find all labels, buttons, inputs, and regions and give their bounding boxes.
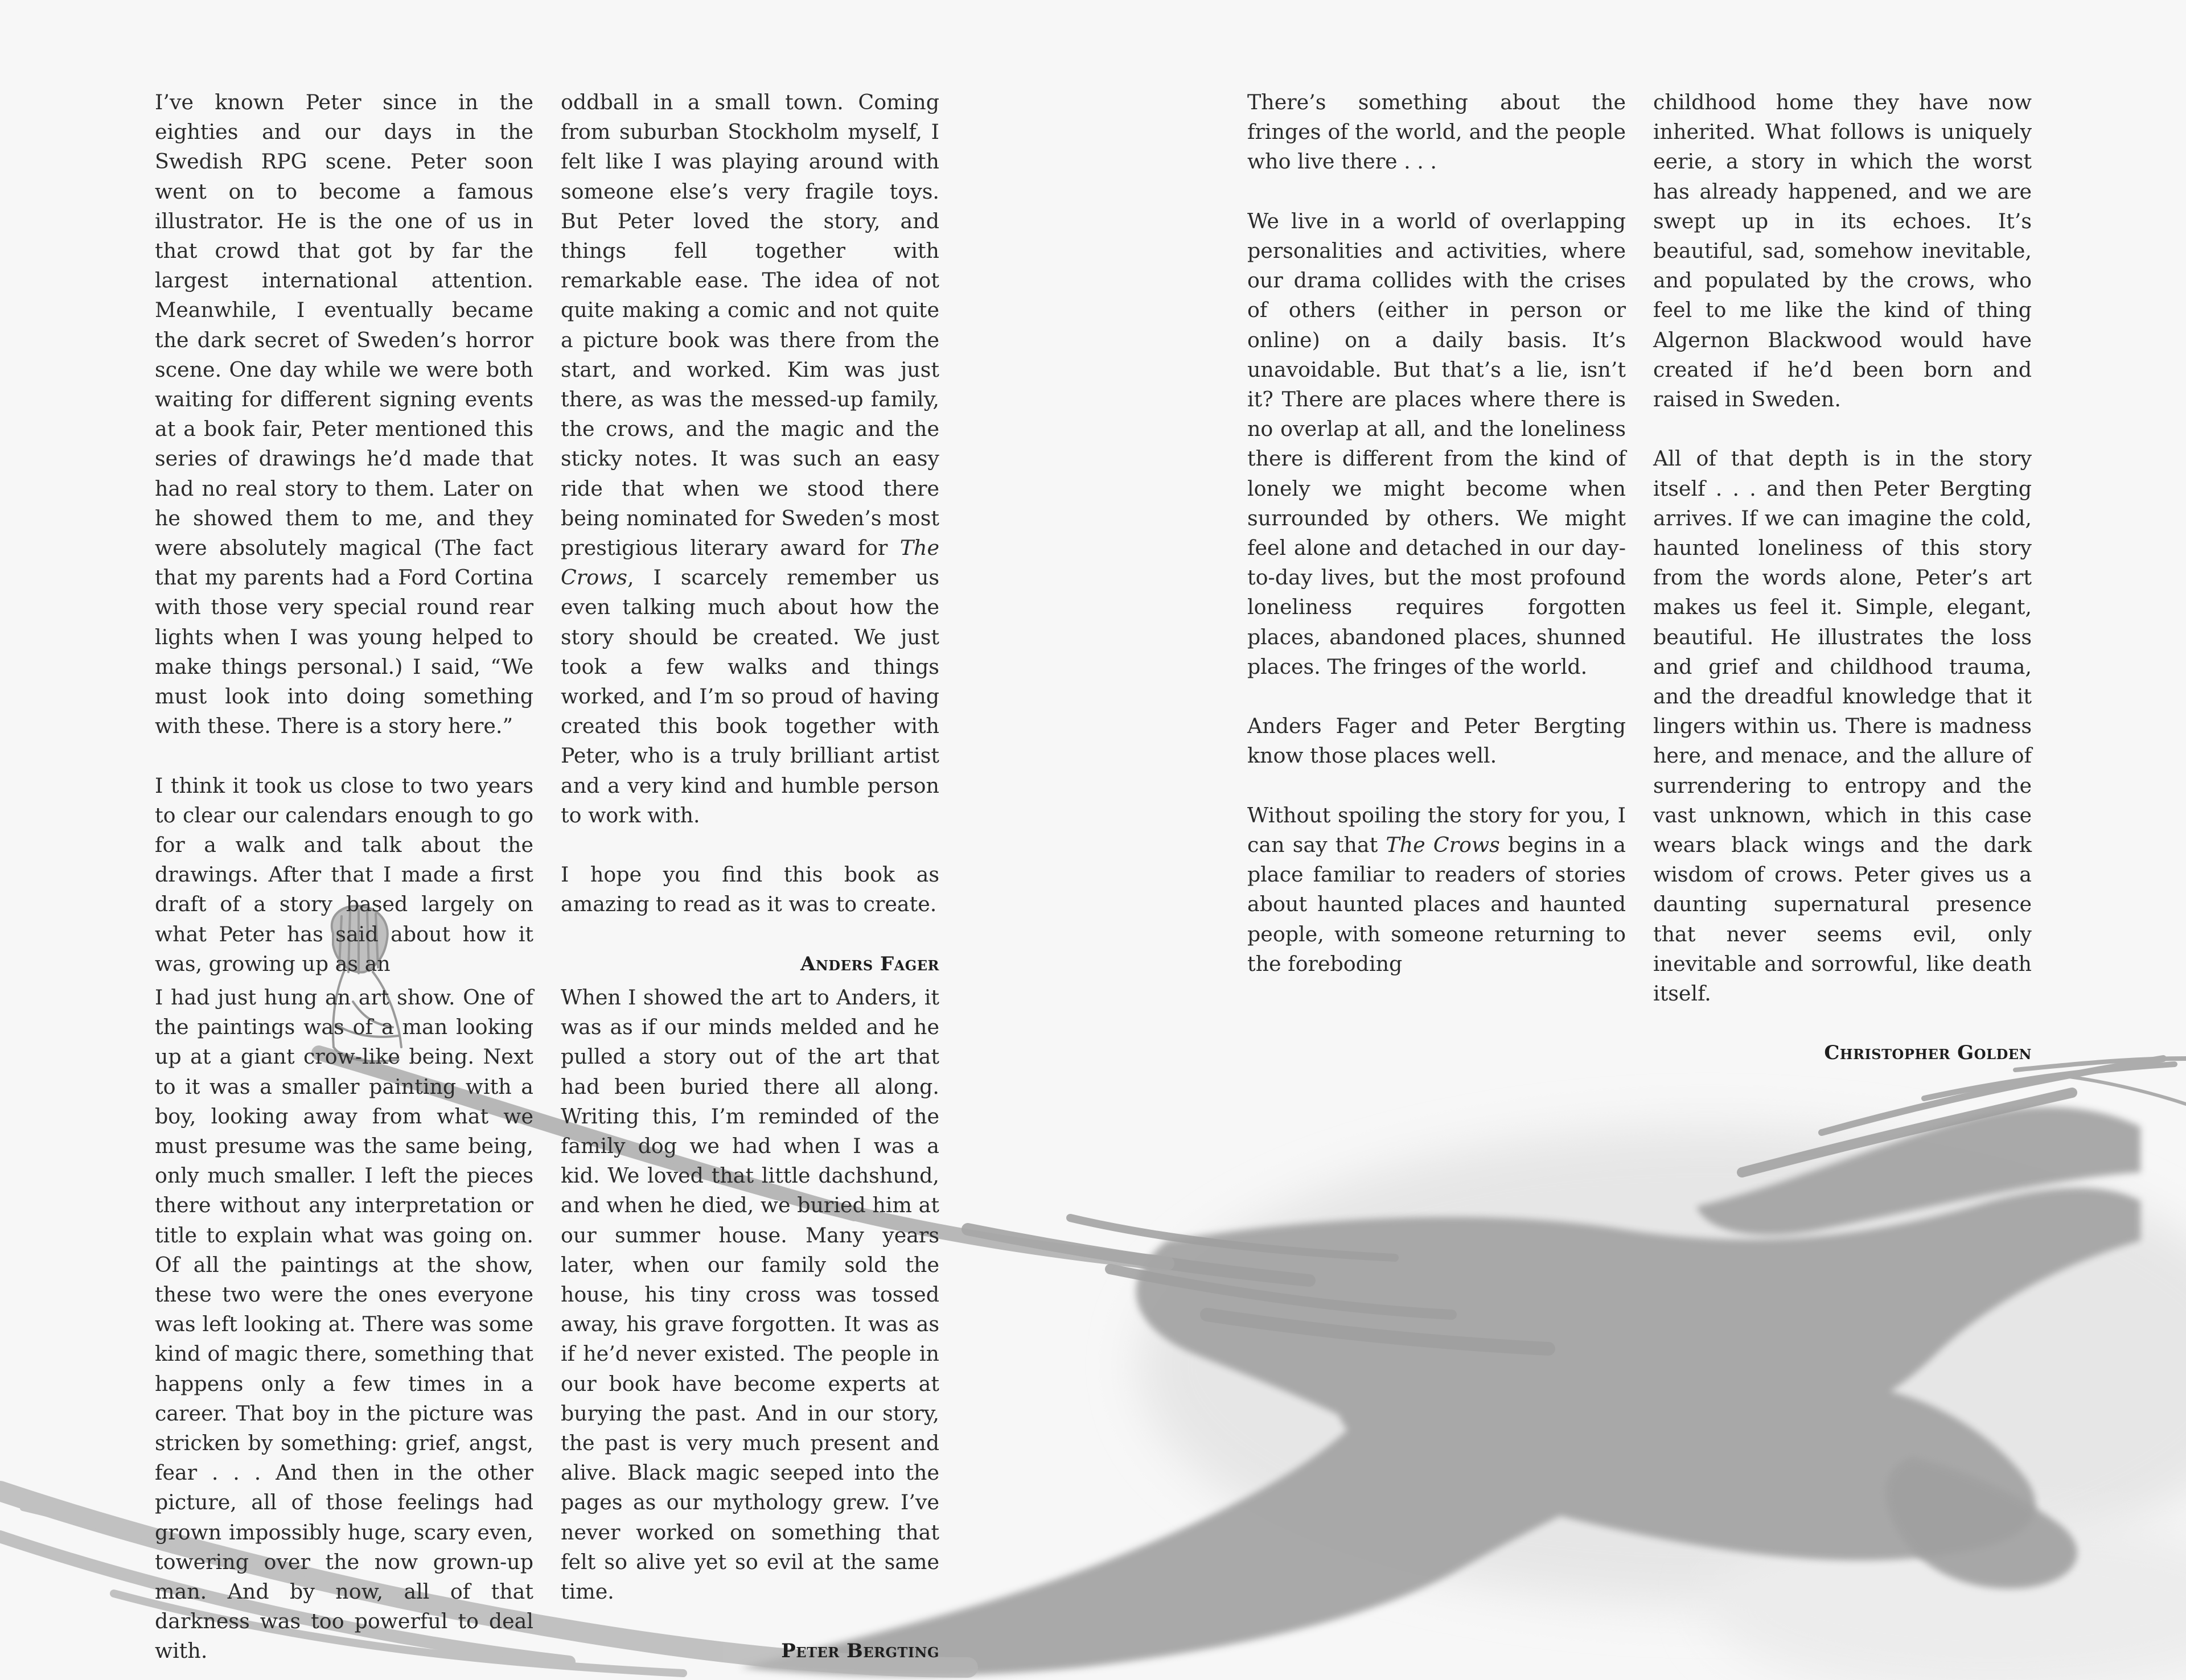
golden-paragraph-4-start: Without spoiling the story for you, I can say that The Crows begins in a place familiar to readers of stories about haunted places and haunted people, with someone returning to the foreboding xyxy=(1247,802,1626,976)
fager-paragraph-3: I hope you find this book as amazing to read as it was to create. xyxy=(561,862,939,917)
golden-paragraph-5: All of that depth is in the story itself . . . and then Peter Bergting arrives. If we can imagine the cold, haunted loneliness of this story from the words alone, Peter’s art makes us feel it. Simple, elegant, beautiful. He illustrates the loss and grief and childhood trauma, and the dreadful knowledge that it lingers within us. There is madness here, and menace, and the allure of surrendering to entropy and the vast unknown, which in this case wears black wings and the dark wisdom of crows. Peter gives us a daunting supernatural presence that never seems evil, only inevitable and sorrowful, like death itself. xyxy=(1653,446,2032,1006)
golden-book-title: The Crows xyxy=(1386,833,1500,858)
golden-signature: Christopher Golden xyxy=(1824,1041,2032,1065)
bergting-column-2 xyxy=(561,983,939,1666)
golden-paragraph-2: We live in a world of overlapping personalities and activities, where our drama collides with the crises of others (either in person or online) on a daily basis. It’s unavoidable. But that’s a lie, isn’t it? There are places where there is no overlap at all, and the loneliness there is different from the kind of lonely we might become when surrounded by others. We might feel alone and detached in our day-to-day lives, but the most profound loneliness requires forgotten places, abandoned places, shunned places. The fringes of the world. xyxy=(1247,208,1626,679)
fager-book-title: The Crows xyxy=(561,536,939,590)
fager-paragraph-2-start: I think it took us close to two years to clear our calendars enough to go for a walk and talk about the drawings. After that I made a first draft of a story based largely on what Peter has said about how it was, growing up as an xyxy=(155,773,533,976)
fager-column-1 xyxy=(155,88,533,979)
golden-paragraph-1: There’s something about the fringes of the world, and the people who live there . . . xyxy=(1247,90,1626,174)
bergting-signature: Peter Bergting xyxy=(781,1640,939,1663)
golden-paragraph-3: Anders Fager and Peter Bergting know those places well. xyxy=(1247,714,1626,768)
fager-paragraph-2-cont: oddball in a small town. Coming from suburban Stockholm myself, I felt like I was playing around with someone else’s very fragile toys. But Peter loved the story, and things fell together with remarkable ease. The idea of not quite making a comic and not quite a picture book was there from the start, and worked. Kim was just there, as was the messed-up family, the crows, and the magic and the sticky notes. It was such an easy ride that when we stood there being nominated for Sweden’s most prestigious literary award for The Crows, I scarcely remember us even talking much about how the story should be created. We just took a few walks and things worked, and I’m so proud of having created this book together with Peter, who is a truly brilliant artist and a very kind and humble person to work with. xyxy=(561,90,939,827)
fager-signature: Anders Fager xyxy=(800,952,939,975)
golden-column-1 xyxy=(1247,88,1626,979)
bergting-paragraph-1a: I had just hung an art show. One of the paintings was of a man looking up at a giant crow-like being. Next to it was a smaller painting with a boy, looking away from what we must presume was the same being, only much smaller. I left the pieces there without any interpretation or title to explain what was going on. Of all the paintings at the show, these two were the ones everyone was left looking at. There was some kind of magic there, something that happens only a few times in a career. That boy in the picture was stricken by something: grief, angst, fear . . . And then in the other picture, all of those feelings had grown impossibly huge, scary even, towering over the now grown-up man. And by now, all of that darkness was too powerful to deal with. xyxy=(155,985,533,1663)
bergting-paragraph-1b: When I showed the art to Anders, it was as if our minds melded and he pulled a story out of the art that had been buried there all along. Writing this, I’m reminded of the family dog we had when I was a kid. We loved that little dachshund, and when he died, we buried him at our summer house. Many years later, when our family sold the house, his tiny cross was tossed away, his grave forgotten. It was as if he’d never existed. The people in our book have become experts at burying the past. And in our story, the past is very much present and alive. Black magic seeped into the pages as our mythology grew. I’ve never worked on something that felt so alive yet so evil at the same time. xyxy=(561,985,939,1604)
bergting-column-1 xyxy=(155,983,533,1666)
fager-paragraph-1: I’ve known Peter since in the eighties and our days in the Swedish RPG scene. Peter soon went on to become a famous illustrator. He is the one of us in that crowd that got by far the largest international attention. Meanwhile, I eventually became the dark secret of Sweden’s horror scene. One day while we were both waiting for different signing events at a book fair, Peter mentioned this series of drawings he’d made that had no real story to them. Later on he showed them to me, and they were absolutely magical (The fact that my parents had a Ford Cortina with those very special round rear lights when I was young helped to make things personal.) I said, “We must look into doing something with these. There is a story here.” xyxy=(155,90,533,739)
golden-paragraph-4-cont: childhood home they have now inherited. What follows is uniquely eerie, a story in which the worst has already happened, and we are swept up in its echoes. It’s beautiful, sad, somehow inevitable, and populated by the crows, who feel to me like the kind of thing Algernon Blackwood would have created if he’d been born and raised in Sweden. xyxy=(1653,90,2032,412)
golden-column-2 xyxy=(1653,88,2032,1068)
fager-column-2 xyxy=(561,88,939,979)
